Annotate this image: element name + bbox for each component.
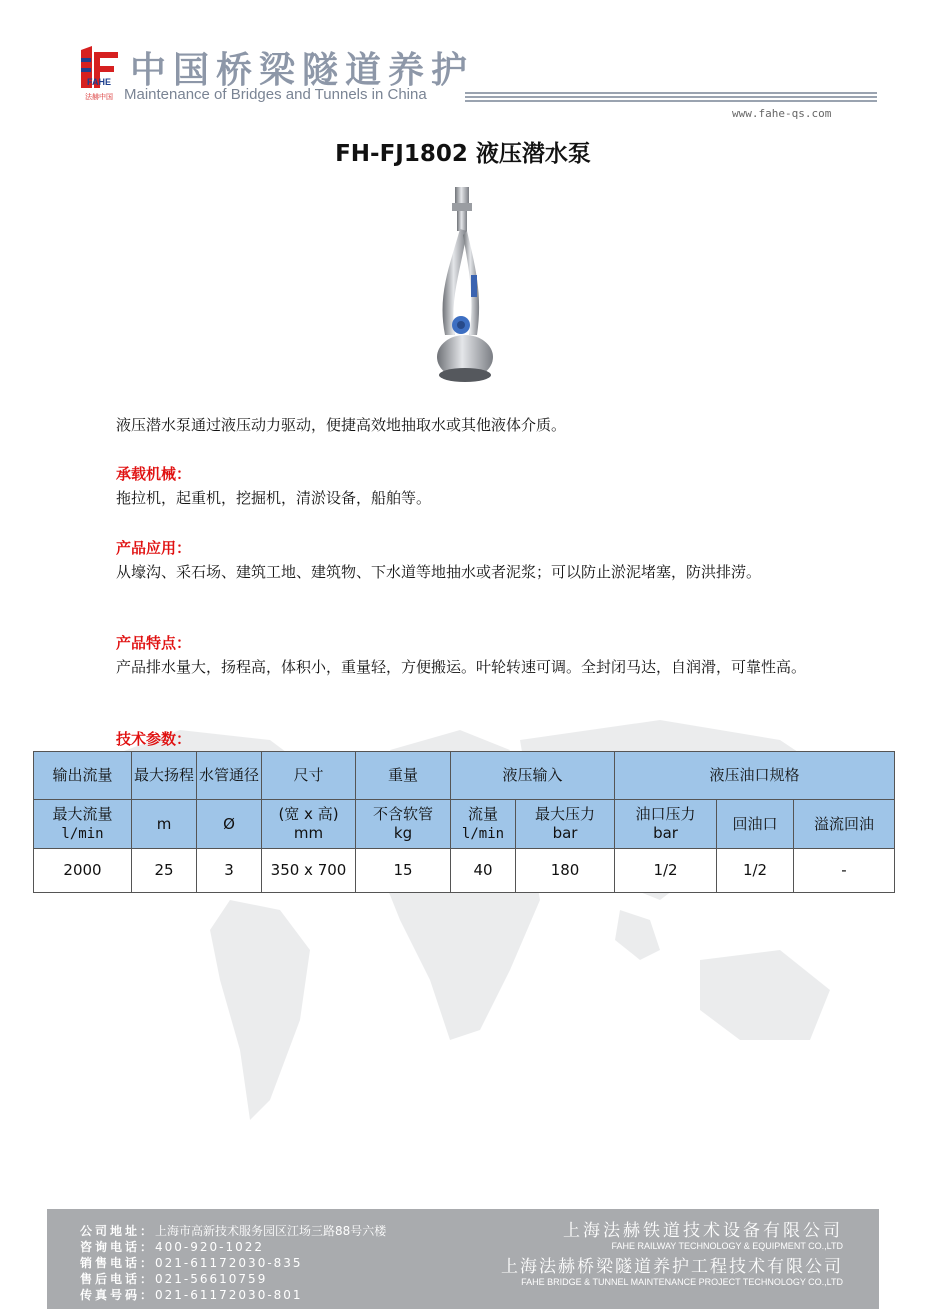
intro-paragraph: 液压潜水泵通过液压动力驱动，便捷高效地抽取水或其他液体介质。 (116, 416, 567, 434)
applications-text: 从壕沟、采石场、建筑工地、建筑物、下水道等地抽水或者泥浆；可以防止淤泥堵塞，防洪排涝。 (116, 563, 762, 581)
heading-carrier-machinery: 承载机械： (116, 465, 192, 483)
footer-address-label: 公司地址： (80, 1224, 156, 1238)
footer-consult (80, 1239, 386, 1255)
features-text: 产品排水量大，扬程高，体积小，重量轻，方便搬运。叶轮转速可调。全封闭马达，自润滑，可靠性高。 (116, 658, 807, 676)
fahe-logo (78, 44, 120, 102)
th-diameter-unit: Ø (197, 800, 262, 849)
td-weight: 15 (356, 849, 451, 893)
td-hose-diameter: 3 (197, 849, 262, 893)
footer-fax-label: 传真号码： (80, 1288, 156, 1302)
td-max-pressure: 180 (516, 849, 615, 893)
th-dimensions: 尺寸 (262, 752, 356, 800)
th-max-head: 最大扬程 (132, 752, 197, 800)
th-max-pressure (516, 800, 615, 849)
footer-service (80, 1271, 386, 1287)
th-hydraulic-input: 液压输入 (451, 752, 615, 800)
th-max-flow-label: 最大流量 (52, 804, 113, 823)
footer-company2-en: FAHE BRIDGE & TUNNEL MAINTENANCE PROJECT TECHNOLOGY CO.,LTD (521, 1277, 843, 1287)
table-row (34, 849, 895, 893)
footer-service-value: 021-56610759 (155, 1272, 268, 1286)
heading-applications: 产品应用： (116, 539, 192, 557)
th-head-unit: m (132, 800, 197, 849)
th-port-pressure (615, 800, 717, 849)
th-weight: 重量 (356, 752, 451, 800)
footer-sales-value: 021-61172030-835 (155, 1256, 303, 1270)
footer-company2-cn: 上海法赫桥梁隧道养护工程技术有限公司 (501, 1257, 843, 1277)
th-flow (451, 800, 516, 849)
td-port-pressure: 1/2 (615, 849, 717, 893)
logo-text: FAHE (86, 77, 112, 87)
th-hydraulic-port-spec: 液压油口规格 (615, 752, 895, 800)
td-output-flow: 2000 (34, 849, 132, 893)
footer-sales-label: 销售电话： (80, 1256, 156, 1270)
td-flow: 40 (451, 849, 516, 893)
footer-service-label: 售后电话： (80, 1272, 156, 1286)
footer-sales (80, 1255, 386, 1271)
th-hose-diameter: 水管通径 (197, 752, 262, 800)
th-port-pressure-unit: bar (653, 824, 678, 842)
td-dimensions: 350 x 700 (262, 849, 356, 893)
th-size-unit (262, 800, 356, 849)
th-flow-unit: l/min (461, 825, 505, 842)
th-max-flow (34, 800, 132, 849)
td-max-head: 25 (132, 849, 197, 893)
td-overflow-return: - (794, 849, 895, 893)
footer-bar (47, 1209, 879, 1309)
footer-companies (501, 1221, 843, 1288)
carrier-machinery-text: 拖拉机，起重机，挖掘机，清淤设备，船舶等。 (116, 489, 432, 507)
heading-tech-params: 技术参数： (116, 730, 192, 748)
submersible-pump-image (425, 185, 505, 385)
heading-features: 产品特点： (116, 634, 192, 652)
header-title-en: Maintenance of Bridges and Tunnels in China (124, 86, 427, 103)
th-port-pressure-label: 油口压力 (635, 805, 696, 823)
th-output-flow: 输出流量 (34, 752, 132, 800)
footer-address (80, 1223, 386, 1239)
footer-company1-cn: 上海法赫铁道技术设备有限公司 (563, 1221, 843, 1241)
th-return-port: 回油口 (717, 800, 794, 849)
tech-spec-table (33, 751, 895, 893)
th-size-mm: mm (293, 824, 324, 842)
table-header-row (34, 752, 895, 800)
header-title-cn: 中国桥梁隧道养护 (130, 50, 475, 91)
website-url[interactable]: www.fahe-qs.com (732, 107, 832, 120)
footer-company1-en: FAHE RAILWAY TECHNOLOGY & EQUIPMENT CO.,LTD (611, 1241, 843, 1251)
th-weight-unit (356, 800, 451, 849)
footer-contacts (80, 1223, 386, 1303)
th-weight-label: 不含软管 (372, 805, 433, 823)
th-size-label: (宽 x 高) (278, 805, 339, 823)
header-rule (465, 92, 877, 102)
th-overflow-return: 溢流回油 (794, 800, 895, 849)
document-title: FH-FJ1802 液压潜水泵 (335, 141, 591, 167)
th-weight-kg: kg (393, 824, 413, 842)
table-subheader-row (34, 800, 895, 849)
th-max-pressure-label: 最大压力 (535, 805, 596, 823)
th-max-pressure-unit: bar (552, 824, 578, 842)
footer-consult-label: 咨询电话： (80, 1240, 156, 1254)
th-max-flow-unit: l/min (61, 825, 104, 842)
footer-consult-value: 400-920-1022 (155, 1240, 265, 1254)
footer-address-value: 上海市高新技术服务园区江场三路88号六楼 (155, 1224, 387, 1238)
footer-fax (80, 1287, 386, 1303)
td-return-port: 1/2 (717, 849, 794, 893)
th-flow-label: 流量 (467, 804, 498, 823)
footer-fax-value: 021-61172030-801 (155, 1288, 303, 1302)
logo-caption: 法赫中国 (85, 93, 113, 101)
